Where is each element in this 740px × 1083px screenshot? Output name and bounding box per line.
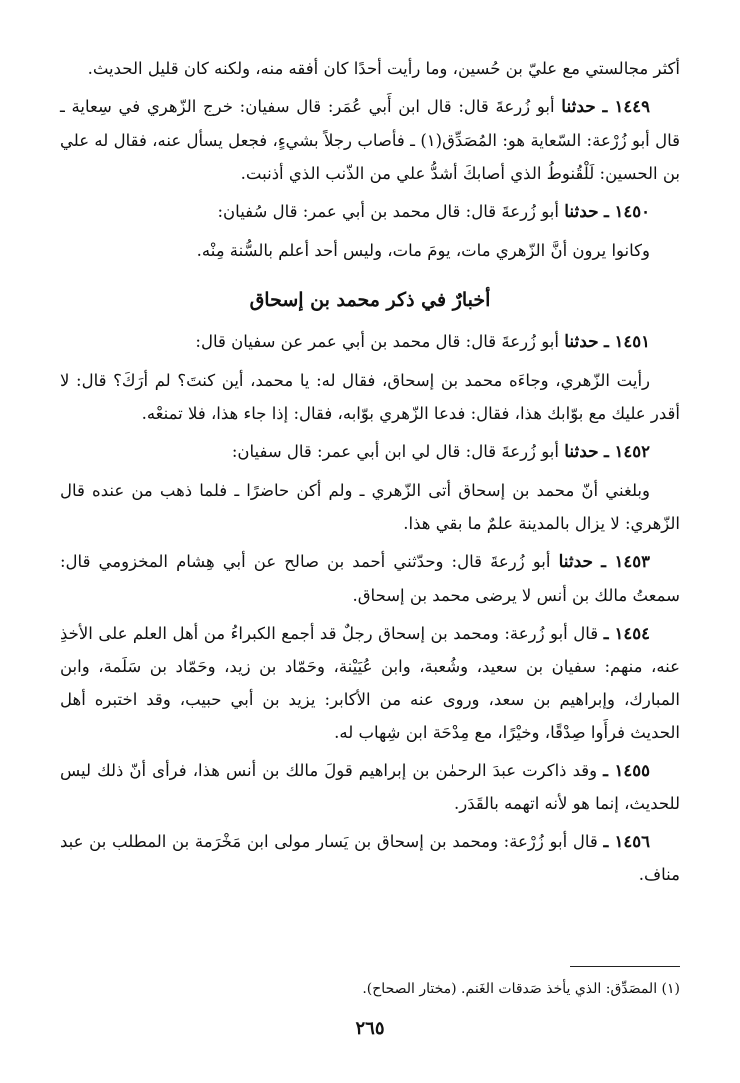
haddathana-keyword: حدثنا	[564, 202, 599, 222]
page-number: ٢٦٥	[355, 1018, 385, 1039]
entry-1452	[60, 435, 680, 469]
haddathana-keyword: حدثنا	[558, 552, 594, 572]
section-heading: أخبارٌ في ذكر محمد بن إسحاق	[249, 289, 491, 311]
entry-text: قال أبو زُرْعة: ومحمد بن إسحاق بن يَسار مولى ابن مَخْرَمة بن المطلب بن عبد مناف.	[60, 832, 680, 884]
entry-1450	[60, 195, 680, 229]
entry-1449	[60, 90, 680, 190]
entry-number: ١٤٤٩ ـ	[602, 97, 650, 116]
entry-number: ١٤٥٦ ـ	[603, 832, 650, 851]
entry-text: أبو زُرعةَ قال: قال ابن أَبي عُمَر: قال سفيان: خرج الزّهري في سِعاية ـ قال أبو زُرْعة: السّعاية هو: المُصَدِّق(١) ـ فأصاب رجلاً بشيءٍ، فجعل يسأل عنه، فقال له علي بن الحسين: لَلْقُنوطُ الذي أصابكَ أشدُّ علي من الذّنب الذي أذنبت.	[60, 97, 680, 183]
entry-text: أبو زُرعةَ قال: قال محمد بن أبي عمر عن سفيان قال:	[195, 332, 559, 351]
entry-1453	[60, 545, 680, 612]
entry-text: أبو زُرعةَ قال: وحدّثني أحمد بن صالح عن أبي هِشام المخزومي قال: سمعتُ مالك بن أنس لا يرضى محمد بن إسحاق.	[60, 552, 680, 605]
haddathana-keyword: حدثنا	[564, 442, 599, 462]
haddathana-keyword: حدثنا	[561, 97, 596, 117]
entry-number: ١٤٥٤ ـ	[603, 624, 650, 643]
footnote: (١) المصَدِّق: الذي يأخذ صَدقات الغَنم. (مختار الصحاح).	[362, 981, 680, 997]
entry-1454	[60, 617, 680, 749]
entry-number: ١٤٥١ ـ	[603, 332, 650, 351]
entry-1452-text: وبلغني أنّ محمد بن إسحاق أتى الزّهري ـ ولم أكن حاضرًا ـ فلما ذهب من عنده قال الزّهري: لا يزال بالمدينة علمٌ ما بقي هذا.	[60, 481, 680, 533]
entry-1451-text: رأيت الزّهري، وجاءَه محمد بن إسحاق، فقال له: يا محمد، أين كنتَ؟ لم أرَكَ؟ قال: لا أقدر عليك مع بوّابك هذا، فقال: فدعا الزّهري بوّابه، فقال: إذا جاء هذا، فلا تمنعْه.	[60, 371, 680, 423]
footnote-divider	[570, 966, 680, 967]
entry-1451	[60, 325, 680, 359]
entry-number: ١٤٥٠ ـ	[603, 202, 650, 221]
entry-text: أبو زُرعةَ قال: قال محمد بن أبي عمر: قال سُفيان:	[217, 202, 559, 221]
entry-1455	[60, 754, 680, 820]
entry-1450-text: وكانوا يرون أنَّ الزّهري مات، يومَ مات، وليس أحد أعلم بالسُّنة مِنْه.	[196, 241, 650, 260]
continuation-paragraph: أكثر مجالستي مع عليّ بن حُسين، وما رأيت أحدًا كان أفقه منه، ولكنه كان قليل الحديث.	[87, 59, 680, 78]
entry-text: أبو زُرعةَ قال: قال لي ابن أبي عمر: قال سفيان:	[231, 442, 559, 461]
haddathana-keyword: حدثنا	[564, 332, 599, 352]
entry-number: ١٤٥٢ ـ	[603, 442, 650, 461]
entry-text: وقد ذاكرت عبدَ الرحمٰن بن إبراهيم قولَ مالك بن أنس هذا، فرأى أنّ ذلك ليس للحديث، إنما هو لأنه اتهمه بالقَدَر.	[60, 761, 680, 813]
entry-text: قال أبو زُرعة: ومحمد بن إسحاق رجلٌ قد أجمع الكبراءُ من أهل العلم على الأخذِ عنه، منهم: سفيان بن سعيد، وشُعبة، وابن عُيَيْنة، وحَمّاد بن زيد، وحَمّاد بن سَلَمة، وابن المبارك، وإبراهيم بن سعد، وروى عنه من الأكابر: يزيد بن أبي حبيب، وقد اختبره أهل الحديث فرأَوا صِدْقًا، وخيْرًا، مع مِدْحَة ابن شِهاب له.	[60, 624, 680, 742]
entry-number: ١٤٥٥ ـ	[603, 761, 650, 780]
entry-1456	[60, 825, 680, 891]
entry-number: ١٤٥٣ ـ	[601, 552, 650, 571]
